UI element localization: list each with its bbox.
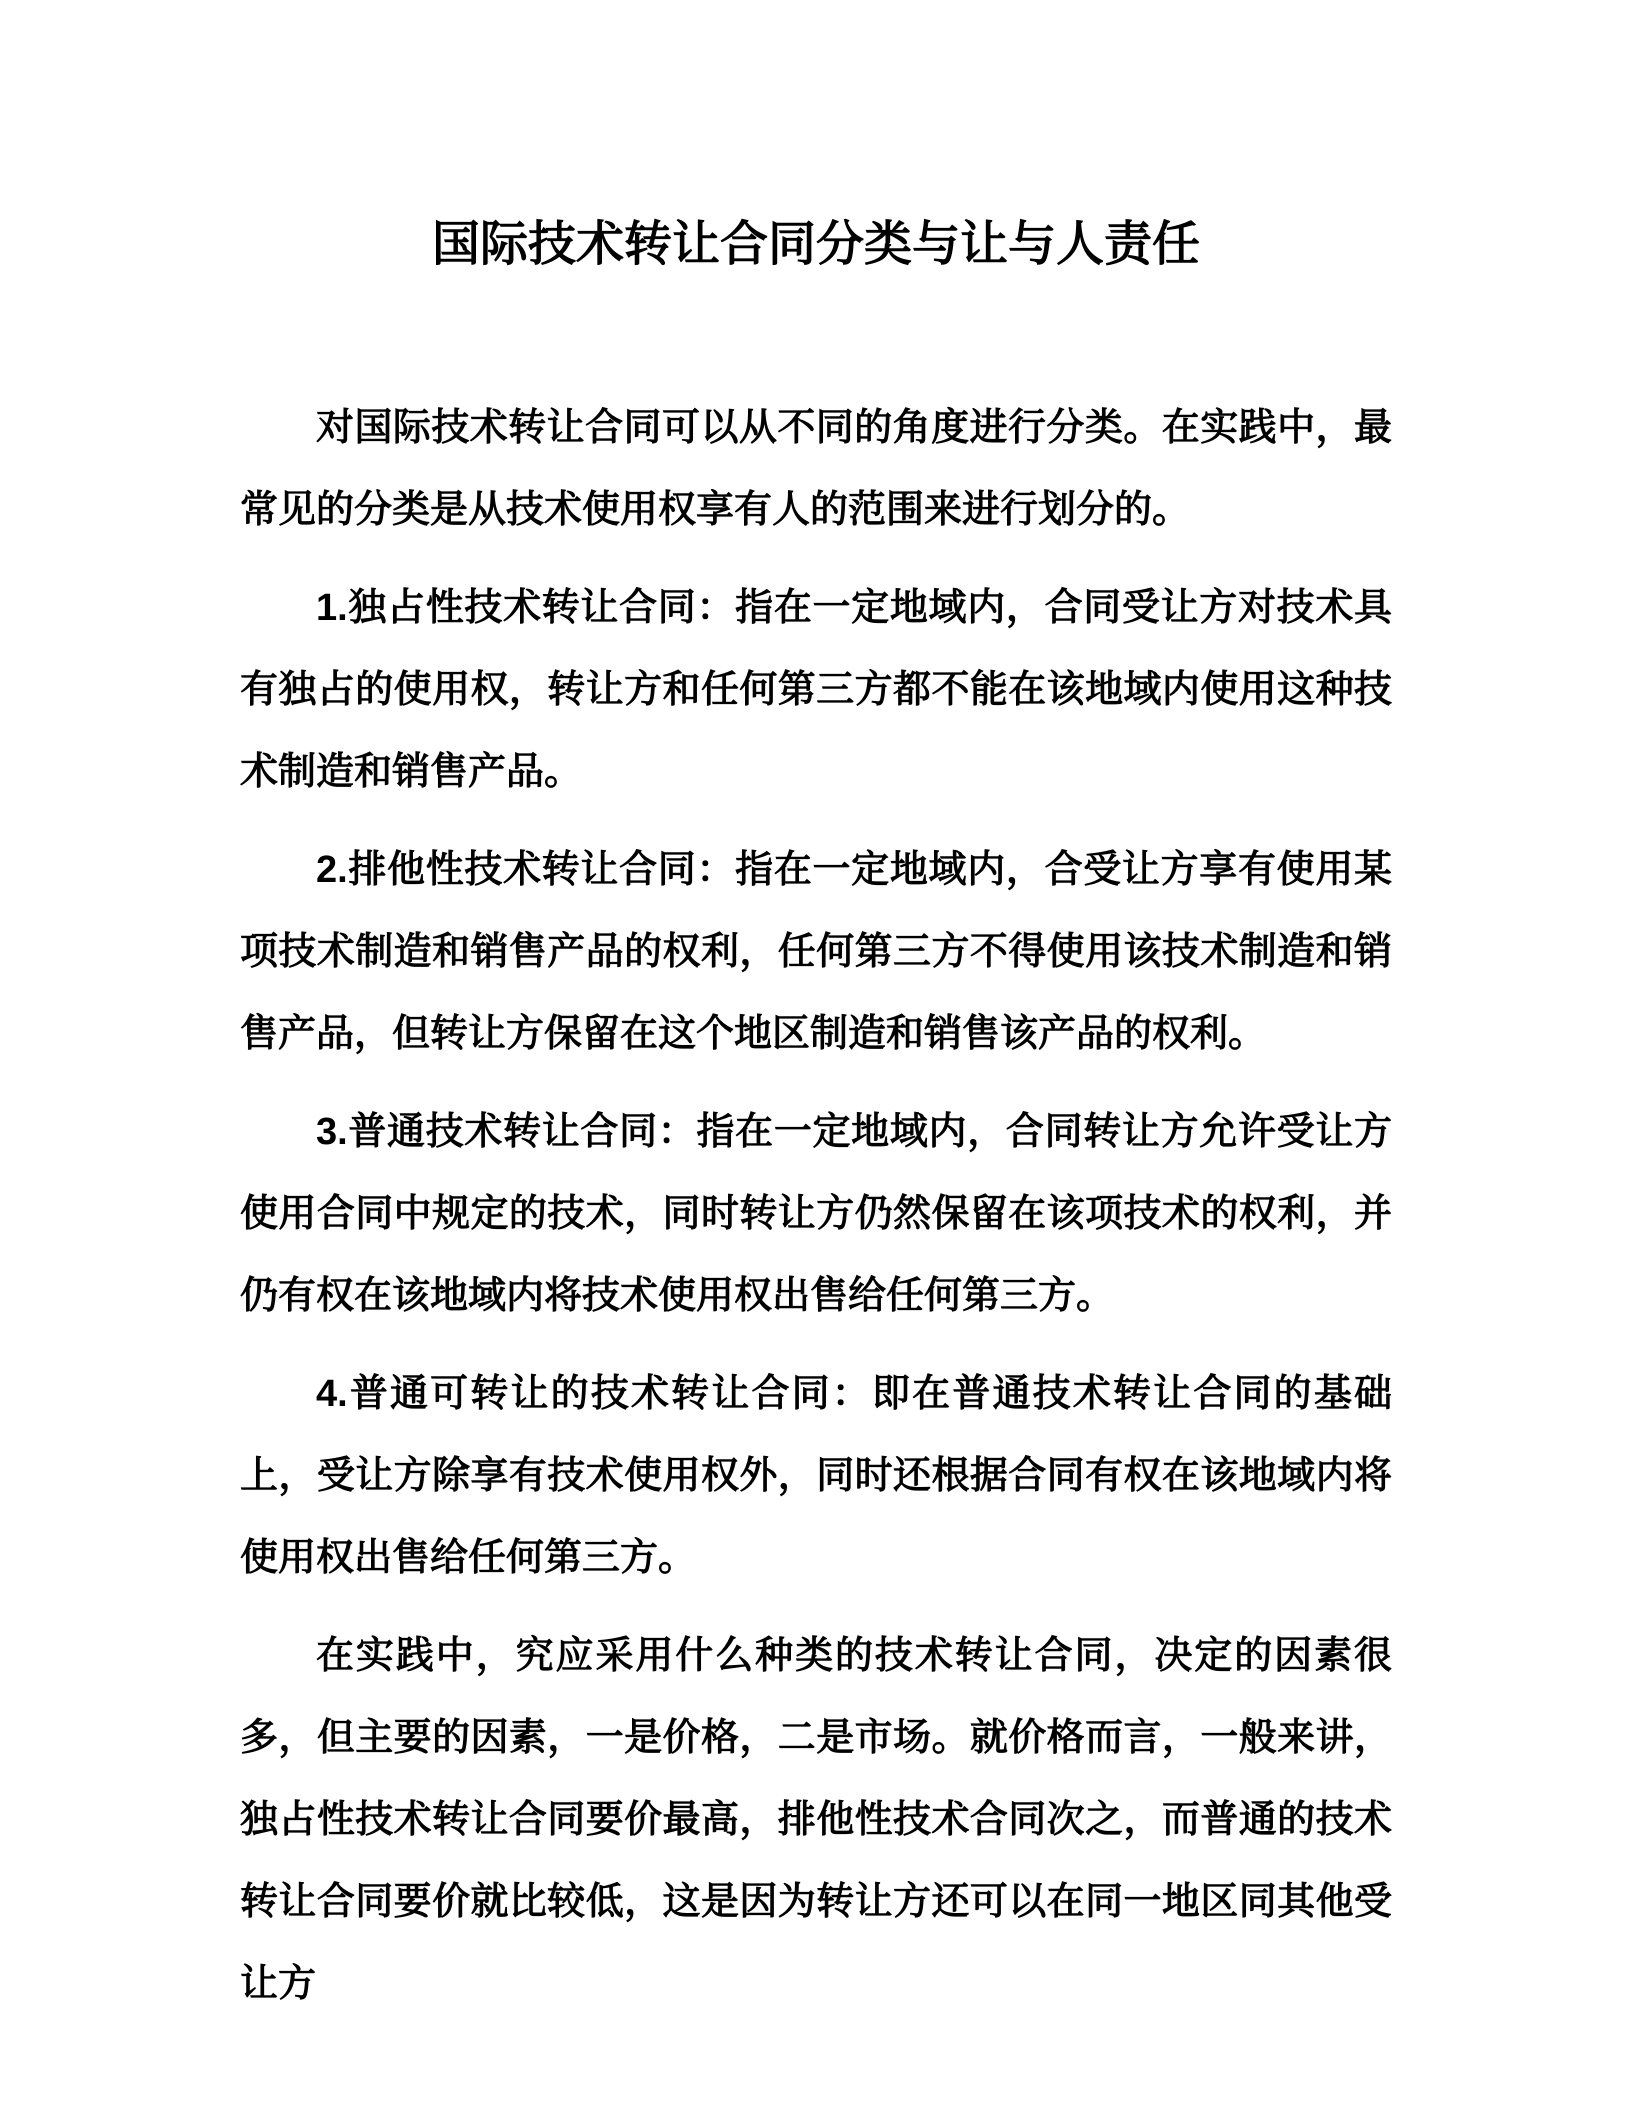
paragraph-item-2-sole-license: 2.排他性技术转让合同：指在一定地域内，合受让方享有使用某项技术制造和销售产品的权利，任何第三方不得使用该技术制造和销售产品，但转让方保留在这个地区制造和销售该产品的权利。 — [240, 849, 1392, 1055]
paragraph-item-3-ordinary-license: 3.普通技术转让合同：指在一定地域内，合同转让方允许受让方使用合同中规定的技术，同时转让方仍然保留在该项技术的权利，并仍有权在该地域内将技术使用权出售给任何第三方。 — [240, 1111, 1392, 1317]
paragraph-practice-factors: 在实践中，究应采用什么种类的技术转让合同，决定的因素很多，但主要的因素，一是价格，二是市场。就价格而言，一般来讲，独占性技术转让合同要价最高，排他性技术合同次之，而普通的技术转让合同要价就比较低，这是因为转让方还可以在同一地区同其他受让方 — [240, 1635, 1392, 2005]
paragraph-item-1-exclusive-monopoly: 1.独占性技术转让合同：指在一定地域内，合同受让方对技术具有独占的使用权，转让方和任何第三方都不能在该地域内使用这种技术制造和销售产品。 — [240, 587, 1392, 793]
paragraph-item-4-transferable-license: 4.普通可转让的技术转让合同：即在普通技术转让合同的基础上，受让方除享有技术使用权外，同时还根据合同有权在该地域内将使用权出售给任何第三方。 — [240, 1373, 1392, 1579]
document-title: 国际技术转让合同分类与让与人责任 — [431, 218, 1200, 271]
paragraph-intro: 对国际技术转让合同可以从不同的角度进行分类。在实践中，最常见的分类是从技术使用权享有人的范围来进行划分的。 — [240, 407, 1392, 531]
